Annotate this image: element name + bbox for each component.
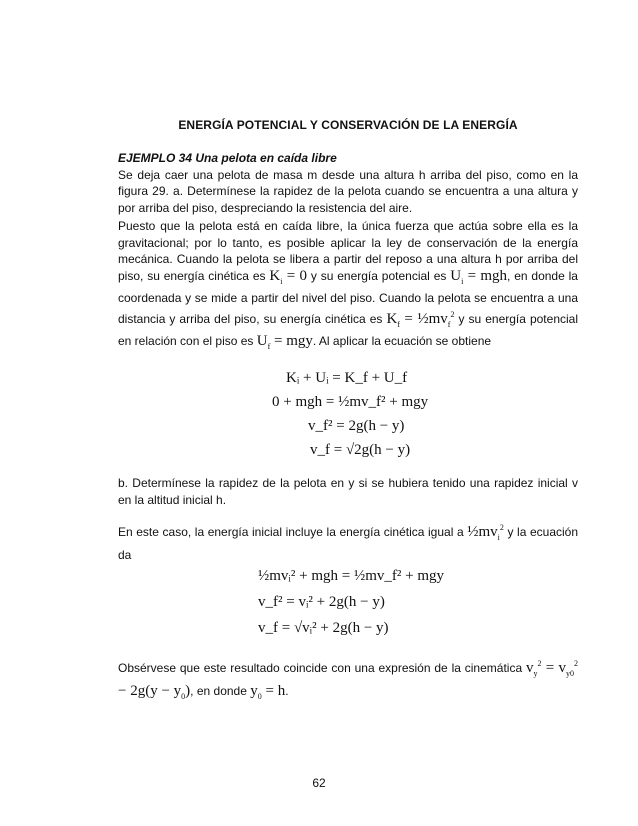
formula-y0: $y_0 = h$: [250, 682, 286, 701]
page-title: ENERGÍA POTENCIAL Y CONSERVACIÓN DE LA ENERGÍA: [178, 118, 518, 132]
closing-paragraph: Obsérvese que este resultado coincide con una expresión de la cinemática $v_y^2 = v_{y0}^2 - 2g(y - y_0)$, en donde $y_0 = h$.: [118, 659, 578, 701]
equation-line: v_f² = 2g(h − y): [308, 418, 405, 434]
formula-uf: $U_f$ = mgy: [256, 333, 313, 351]
equation-line: Kᵢ + Uᵢ = K_f + U_f: [286, 370, 408, 386]
example-block: [118, 150, 578, 216]
formula-kf: $K_f$ = $\frac{1}{2}mv_f^2$: [386, 309, 455, 329]
part-b-statement: b. Determínese la rapidez de la pelota en y si se hubiera tenido una rapidez inicial v en la altitud inicial h.: [118, 476, 578, 507]
para-text: y su energía potencial es: [310, 268, 447, 283]
part-b-paragraph: [118, 520, 578, 563]
para-text: y la ecuación da: [118, 525, 579, 562]
para-text: . Al aplicar la ecuación se obtiene: [312, 334, 492, 348]
problem-statement: Se deja caer una pelota de masa m desde una altura h arriba del piso, como en la figura 29. a. Determínese la rapidez de la pelota cuando se encuentra a una altura y por arriba del piso, despreciando la resistencia del aire.: [118, 167, 578, 215]
formula-initial-ke: $\frac{1}{2}mv_i^2$: [467, 523, 504, 542]
para-text: Puesto que la pelota está en caída libre, la única fuerza que actúa sobre ella es la gravitacional; por lo tanto, es posible aplicar la ley de conservación de la energía mecánica. Cuando la pelota se libera a partir del reposo a una altura h por arriba del piso, su energía cinética es: [118, 219, 578, 283]
equation-line: ½mvᵢ² + mgh = ½mv_f² + mgy: [258, 568, 444, 584]
equation-line: 0 + mgh = ½mv_f² + mgy: [272, 394, 429, 410]
equation-line: v_f² = vᵢ² + 2g(h − y): [258, 594, 385, 610]
para-text: Obsérvese que este resultado coincide con una expresión de la cinemática: [118, 661, 523, 675]
solution-paragraph: [118, 218, 578, 356]
para-text: , en donde la coordenada y se mide a partir del nivel del piso. Cuando la pelota se encuentra a una distancia y arriba del piso, su energía cinética es: [118, 268, 578, 326]
para-text: , en donde: [190, 683, 247, 698]
formula-ki: $K_i = 0$: [269, 267, 307, 286]
para-text: En este caso, la energía inicial incluye la energía cinética igual a: [118, 525, 464, 539]
formula-ui: $U_i$ = mgh: [450, 267, 507, 286]
para-text: y su energía potencial en relación con el piso es: [118, 311, 578, 348]
example-title: EJEMPLO 34 Una pelota en caída libre: [118, 151, 337, 165]
page-number: 62: [312, 776, 326, 790]
formula-kinematics: $v_y^2 = v_{y0}^2 - 2g(y - y_0)$: [118, 659, 578, 701]
equation-line: v_f = √2g(h − y): [310, 442, 411, 458]
equation-line: v_f = √vᵢ² + 2g(h − y): [258, 620, 389, 636]
